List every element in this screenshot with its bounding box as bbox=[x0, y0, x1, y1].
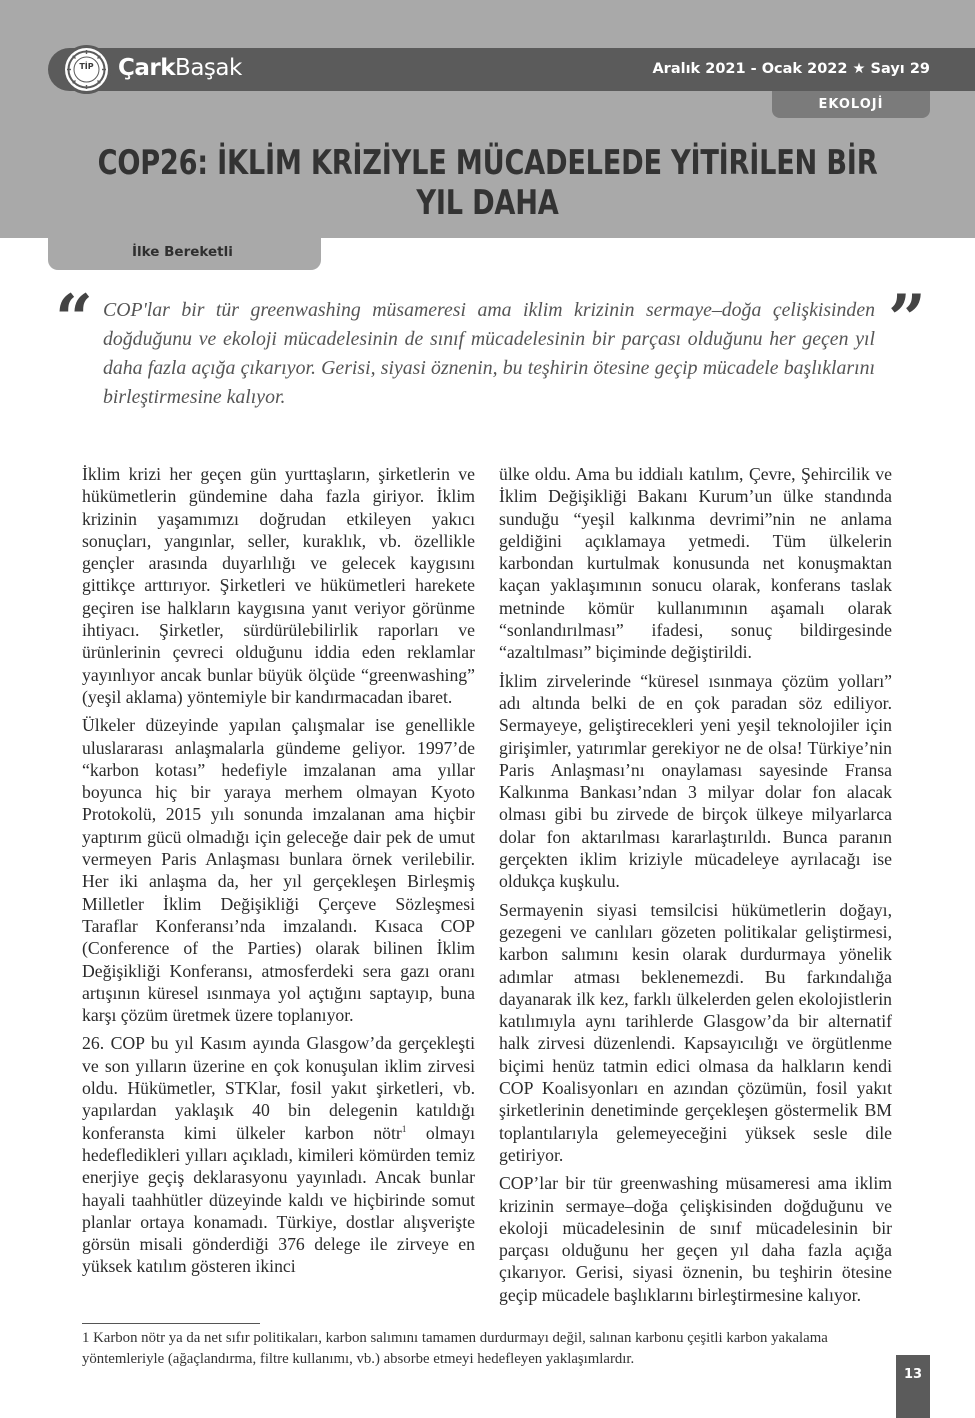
author-name: İlke Bereketli bbox=[132, 244, 233, 260]
pull-quote: COP'lar bir tür greenwashing müsameresi ama iklim krizinin sermaye–doğa çelişkisinden doğduğunu ve ekoloji mücadelesinin de sınıf mücadelesinin bir parçası olduğunu her geçen yıl daha fazla açığa çıkarıyor. Gerisi, siyasi öznenin, bu teşhirin ötesine geçip mücadele başlıklarını birleştirmesine kalıyor. bbox=[103, 299, 875, 408]
section-tag: EKOLOJİ bbox=[772, 91, 930, 118]
paragraph-text: olmayı hedefledikleri yılları açıkladı, kimileri kömürden temiz enerjiye geçiş deklarasyonu yayınladı. Ancak bunlar hayali taahhütler düzeyinde kaldı ve hiçbirinde somut planlar ortaya konamadı. Türkiye, dostlar alışverişte görsün misali gönderdiği 376 delege ile zirveye en yüksek katılım gösteren ikinci bbox=[82, 1122, 475, 1277]
paragraph: Ülkeler düzeyinde yapılan çalışmalar ise genellikle uluslararası anlaşmalarla gündeme geliyor. 1997’de “karbon kotası” hedefiyle imzalanan ama yıllar boyunca hiç bir yaraya merhem olmayan Kyoto Protokolü, 2015 yılı sonunda imzalanan ama hiçbir yaptırım gücü olmadığı için geleceğe dair pek de umut vermeyen Paris Anlaşması bunlara örnek verilebilir. Her iki anlaşma da, her yıl gerçekleşen Birleşmiş Milletler İklim Değişikliği Çerçeve Sözleşmesi Taraflar Konferansı’nda imzalandı. Kısaca COP (Conference of the Parties) olarak bilinen İklim Değişikliği Konferansı, atmosferdeki sera gazı oranı artışının küresel ısınmaya yol açtığını saptayıp, buna karşı çözüm üretmek üzere toplanıyor. bbox=[82, 715, 475, 1026]
page-number: 13 bbox=[896, 1355, 930, 1418]
author-tab bbox=[48, 238, 321, 270]
logo-name-bold: Çark bbox=[118, 55, 176, 81]
open-quote-icon: “ bbox=[55, 280, 93, 358]
logo-wordmark bbox=[118, 55, 242, 81]
paragraph bbox=[82, 1032, 475, 1277]
logo-emblem-text: TİP bbox=[79, 62, 94, 71]
article-title: COP26: İKLİM KRİZİYLE MÜCADELEDE YİTİRİLEN BİR YIL DAHA bbox=[97, 143, 878, 223]
footnote: 1 Karbon nötr ya da net sıfır politikaları, karbon salımını tamamen durdurmayı değil, salınan karbonu çeşitli karbon yakalama yöntemleriyle (ağaçlandırma, filtre kullanımı, vb.) absorbe etmeyi hedefleyen yaklaşımlardır. bbox=[82, 1330, 828, 1367]
footnote-ref[interactable]: 1 bbox=[401, 1123, 407, 1134]
paragraph-text: 26. COP bu yıl Kasım ayında Glasgow’da gerçekleşti ve son yılların üzerine en çok konuşulan iklim zirvesi oldu. Hükümetler, STKlar, fosil yakıt şirketleri, vb. yapılardan yaklaşık 40 bin delegenin katıldığı konferansta kimi ülkeler karbon nötr bbox=[82, 1033, 475, 1143]
close-quote-icon: ” bbox=[888, 280, 926, 358]
issue-info: Aralık 2021 - Ocak 2022 ★ Sayı 29 bbox=[652, 61, 930, 77]
paragraph: COP’lar bir tür greenwashing müsameresi ama iklim krizinin sermaye–doğa çelişkisinden doğduğunu ve ekoloji mücadelesinin de sınıf mücadelesinin bir parçası olduğunu her geçen yıl daha fazla açığa çıkarıyor. Gerisi, siyasi öznenin, bu teşhirin ötesine geçip mücadele başlıklarını birleştirmesine kalıyor. bbox=[499, 1173, 892, 1305]
logo-emblem-icon bbox=[62, 45, 111, 94]
paragraph: İklim krizi her geçen gün yurttaşların, şirketlerin ve hükümetlerin gündemine daha fazla giriyor. İklim krizinin yaşamımızı doğrudan etkileyen yakıcı sonuçları, yangınlar, seller, kuraklık, vb. özellikle gençler arasında duyarlılığı ve gelecek kaygısını gittikçe arttırıyor. Şirketleri ve hükümetleri harekete geçiren ise halkların kaygısına yanıt veriyor görünme ihtiyacı. Şirketler, sürdürülebilirlik raporları ve ürünlerinin çevreci olduğunu iddia eden reklamlar yayınlıyor ancak bunlar büyük ölçüde “greenwashing” (yeşil aklama) yöntemiyle bir kandırmacadan ibaret. bbox=[82, 464, 475, 707]
paragraph: İklim zirvelerinde “küresel ısınmaya çözüm yolları” adı altında belki de en çok paradan söz ediliyor. Sermayeye, geliştirecekleri yeni yeşil teknolojiler için girişimler, yatırımlar gerekiyor ne de olsa! Türkiye’nin Paris Anlaşması’nı onaylaması sayesinde Fransa Kalkınma Bankası’ndan 3 milyar dolar fon alacak olması gibi bu zirvede de birçok ülkeye milyarlarca dolar fon aktarılması kararlaştırıldı. Bunca paranın gerçekten iklim kriziyle mücadeleye ayrılacağı ise oldukça kuşkulu. bbox=[499, 670, 892, 892]
paragraph: Sermayenin siyasi temsilcisi hükümetlerin doğayı, gezegeni ve canlıları gözeten politikalar geliştirmesi, karbon salımını kesin olarak durdurmaya yönelik adımlar atması beklenemezdi. Bu farkındalığa dayanarak ilk kez, farklı ülkelerden gelen ekolojistlerin katılımıyla aynı tarihlerde Glasgow’da bir alternatif halk zirvesi düzenlendi. Kapsayıcılığı ve örgütlenme biçimi henüz tatmin edici olmasa da halkların kendi COP Koalisyonları en azından çözümün, fosil yakıt şirketlerinin denetiminde gerçekleşen göstermelik BM toplantılarıyla gelemeyeceğini yüksek sesle dile getiriyor. bbox=[499, 899, 892, 1165]
logo-name-light: Başak bbox=[175, 55, 242, 81]
text-column-left bbox=[82, 463, 475, 1284]
paragraph: ülke oldu. Ama bu iddialı katılım, Çevre, Şehircilik ve İklim Değişikliği Bakanı Kurum’un ülke standında sunduğu “yeşil kalkınma devrimi”nin ne anlama geldiğini açıklamaya yetmedi. Tüm ülkelerin karbondan kurtulmak konusunda net konuşmaktan kaçan yaklaşımının sonucu olarak, konferans taslak metninde kömür kullanımının aşamalı olarak “sonlandırılması” ifadesi, sonuç bildirgesinde “azaltılması” biçiminde değiştirildi. bbox=[499, 464, 892, 663]
text-column-right bbox=[499, 463, 892, 1312]
footnote-divider bbox=[82, 1323, 260, 1324]
